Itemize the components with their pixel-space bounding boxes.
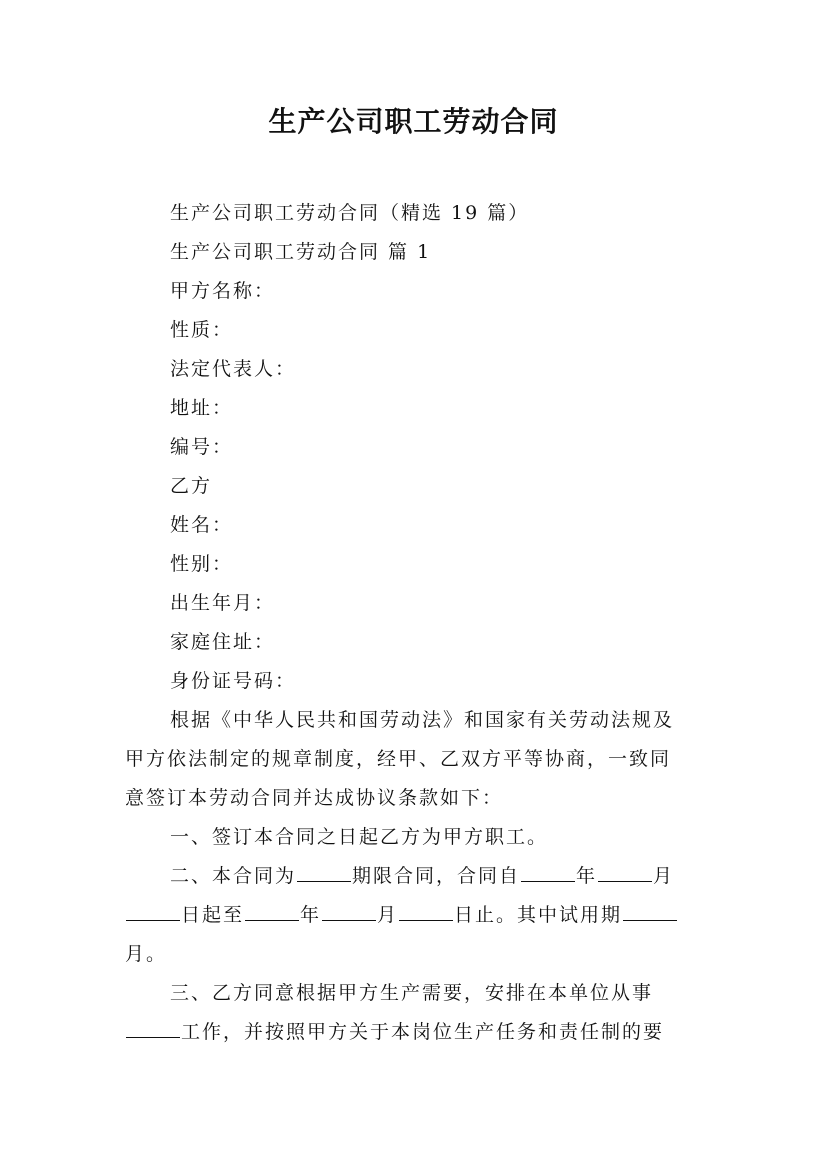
party-b-heading: 乙方	[170, 475, 213, 497]
document-title: 生产公司职工劳动合同	[268, 105, 559, 138]
party-a-rep-label: 法定代表人：	[170, 358, 297, 380]
chapter-heading: 生产公司职工劳动合同 篇 1	[170, 241, 432, 263]
clause-2-text: 期限合同，合同自	[352, 865, 521, 887]
job-blank	[126, 1019, 180, 1038]
party-b-id-label: 身份证号码：	[170, 670, 297, 692]
party-a-address-label: 地址：	[170, 397, 234, 419]
party-a-code-label: 编号：	[170, 436, 234, 458]
clause-2-line-3: 月。	[125, 943, 168, 965]
clause-2-text: 月	[653, 865, 675, 887]
party-b-gender-label: 性别：	[170, 553, 234, 575]
end-month-blank	[322, 902, 376, 921]
clause-2-text: 年	[300, 904, 322, 926]
clause-3-text: 工作，并按照甲方关于本岗位生产任务和责任制的要	[181, 1021, 665, 1043]
start-day-blank	[126, 902, 180, 921]
clause-1: 一、签订本合同之日起乙方为甲方职工。	[170, 826, 549, 848]
probation-blank	[623, 902, 677, 921]
intro-line-3: 意签订本劳动合同并达成协议条款如下：	[125, 787, 504, 809]
end-day-blank	[399, 902, 453, 921]
clause-2-text: 日止。其中试用期	[454, 904, 623, 926]
end-year-blank	[245, 902, 299, 921]
intro-line-2: 甲方依法制定的规章制度，经甲、乙双方平等协商，一致同	[125, 748, 672, 770]
party-b-home-label: 家庭住址：	[170, 631, 276, 653]
subtitle: 生产公司职工劳动合同（精选 19 篇）	[170, 202, 530, 224]
clause-2-text: 月	[377, 904, 399, 926]
start-month-blank	[598, 863, 652, 882]
start-year-blank	[521, 863, 575, 882]
clause-2-line-1	[170, 861, 674, 888]
clause-3-line-2	[125, 1017, 664, 1044]
clause-2-text: 日起至	[181, 904, 245, 926]
party-a-nature-label: 性质：	[170, 319, 234, 341]
party-b-name-label: 姓名：	[170, 514, 234, 536]
clause-3-line-1: 三、乙方同意根据甲方生产需要，安排在本单位从事	[170, 982, 654, 1004]
intro-line-1: 根据《中华人民共和国劳动法》和国家有关劳动法规及	[170, 709, 675, 731]
party-a-name-label: 甲方名称：	[170, 280, 276, 302]
party-b-birth-label: 出生年月：	[170, 592, 276, 614]
clause-2-text: 二、本合同为	[170, 865, 297, 887]
term-type-blank	[297, 863, 351, 882]
clause-2-line-2	[125, 900, 678, 927]
clause-2-text: 年	[576, 865, 598, 887]
